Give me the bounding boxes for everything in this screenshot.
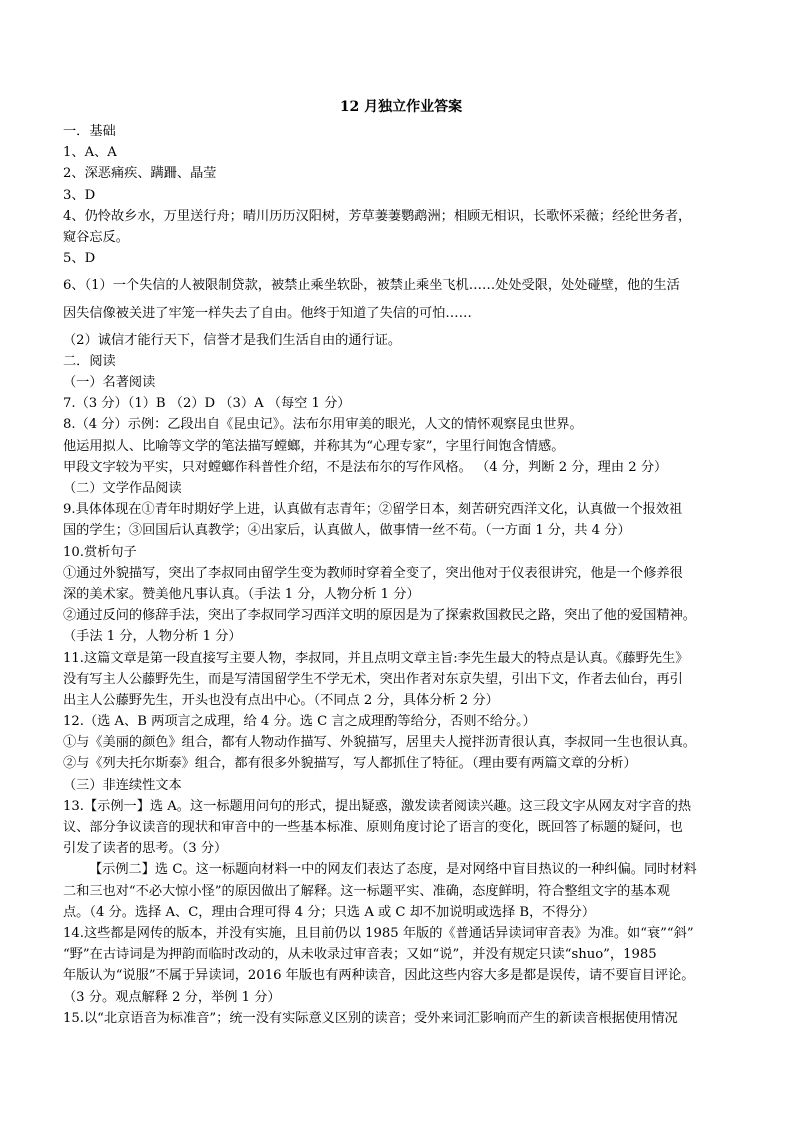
answer-line: 没有写主人公藤野先生，而是写清国留学生不学无术，突出作者对东京失望，引出下文，作者去仙台，再引 xyxy=(63,671,683,687)
answer-line: “野”在古诗词是为押韵而临时改动的，从未收录过审音表；又如“说”，并没有规定只读“shuo”，1985 xyxy=(63,947,657,963)
subsection-heading: （三）非连续性文本 xyxy=(63,777,182,793)
answer-line: 深的美术家。赞美他凡事认真。（手法 1 分，人物分析 1 分） xyxy=(63,586,420,602)
answer-line: 7.（3 分）（1）B （2）D （3）A （每空 1 分） xyxy=(63,396,351,412)
answer-line: 议、部分争议读音的现状和审音中的一些基本标准、原则角度讨论了语言的变化，既回答了标题的疑问，也 xyxy=(63,820,683,835)
answer-line: ①通过外貌描写，突出了李叔同由留学生变为教师时穿着全变了，突出他对于仪表很讲究，他是一个修养很 xyxy=(63,565,683,581)
answer-line: 国的学生；③回国后认真教学；④出家后，认真做人，做事情一丝不苟。（一方面 1 分，共 4 分） xyxy=(63,523,631,539)
section-heading: 二．阅读 xyxy=(63,353,116,369)
section-heading: 一．基础 xyxy=(63,124,116,139)
answer-line: 4、仍怜故乡水，万里送行舟；晴川历历汉阳树，芳草萋萋鹦鹉洲；相顾无相识，长歌怀采薇；经纶世务者， xyxy=(63,208,692,224)
answer-line: 6、（1）一个失信的人被限制贷款，被禁止乘坐软卧，被禁止乘坐飞机……处处受限，处处碰壁，他的生活 xyxy=(63,278,680,294)
answer-line: 引发了读者的思考。（3 分） xyxy=(63,841,228,857)
answer-line: 点。（4 分。选择 A、C，理由合理可得 4 分；只选 A 或 C 却不加说明或选择 B，不得分） xyxy=(63,904,596,920)
answer-line: ②通过反问的修辞手法，突出了李叔同学习西洋文明的原因是为了探索救国救民之路，突出了他的爱国精神。 xyxy=(63,608,696,624)
answer-line: 2、深恶痛疾、蹒跚、晶莹 xyxy=(63,166,217,182)
answer-line: 12.（选 A、B 两项言之成理，给 4 分。选 C 言之成理酌等给分，否则不给分。） xyxy=(63,714,536,730)
answer-line: 1、A、A xyxy=(63,145,117,161)
answer-line: （2）诚信才能行天下，信誉才是我们生活自由的通行证。 xyxy=(63,332,402,348)
answer-line: 年版认为“说服”不属于异读词，2016 年版也有两种读音，因此这些内容大多是都是误传，请不要盲目评论。 xyxy=(63,968,695,984)
answer-line: 5、D xyxy=(63,251,96,267)
answer-line: ①与《美丽的颜色》组合，都有人物动作描写、外貌描写，居里夫人搅拌沥青很认真，李叔同一生也很认真。 xyxy=(63,735,696,751)
answer-line: （手法 1 分，人物分析 1 分） xyxy=(63,629,242,645)
answer-line: 8.（4 分）示例：乙段出自《昆虫记》。法布尔用审美的眼光，人文的情怀观察昆虫世界。 xyxy=(63,417,583,433)
answer-line: 出主人公藤野先生，开头也没有点出中心。（不同点 2 分，具体分析 2 分） xyxy=(63,692,499,708)
answer-line: 9.具体体现在①青年时期好学上进，认真做有志青年；②留学日本，刻苦研究西洋文化，认真做一个报效祖 xyxy=(63,502,683,518)
document-title: 12 月独立作业答案 xyxy=(339,99,463,115)
answer-line: 10.赏析句子 xyxy=(63,544,137,560)
answer-line: 15.以“北京语音为标准音”；统一没有实际意义区别的读音；受外来词汇影响而产生的新读音根据使用情况 xyxy=(63,1010,678,1026)
answer-line: （3 分。观点解释 2 分，举例 1 分） xyxy=(63,989,281,1005)
answer-line: 3、D xyxy=(63,187,96,203)
answer-line: 甲段文字较为平实，只对螳螂作科普性介绍，不是法布尔的写作风格。 （4 分，判断 2 分，理由 2 分） xyxy=(63,459,668,475)
answer-line: 因失信像被关进了牢笼一样失去了自由。他终于知道了失信的可怕…… xyxy=(63,305,472,321)
answer-line: 【示例二】选 C。这一标题向材料一中的网友们表达了态度，是对网络中盲目热议的一种纠偏。同时材料 xyxy=(89,862,697,878)
answer-line: 二和三也对“不必大惊小怪”的原因做出了解释。这一标题平实、准确，态度鲜明，符合整组文字的基本观 xyxy=(63,883,670,899)
subsection-heading: （二）文学作品阅读 xyxy=(63,481,182,496)
answer-document xyxy=(63,96,739,1029)
subsection-heading: （一）名著阅读 xyxy=(63,375,156,391)
answer-line: 11.这篇文章是第一段直接写主要人物，李叔同，并且点明文章主旨:李先生最大的特点是认真。《藤野先生》 xyxy=(63,650,689,666)
answer-line: ②与《列夫托尔斯泰》组合，都有很多外貌描写，写人都抓住了特征。（理由要有两篇文章的分析） xyxy=(63,756,637,772)
answer-line: 14.这些都是网传的版本，并没有实施，且目前仍以 1985 年版的《普通话异读词审音表》为准。如“衰”“斜” xyxy=(63,925,694,941)
answer-line: 13.【示例一】选 A。这一标题用问句的形式，提出疑惑，激发读者阅读兴趣。这三段文字从网友对字音的热 xyxy=(63,798,692,814)
answer-line: 窥谷忘反。 xyxy=(63,229,129,245)
answer-line: 他运用拟人、比喻等文学的笔法描写螳螂，并称其为“心理专家”，字里行间饱含情感。 xyxy=(63,438,565,454)
